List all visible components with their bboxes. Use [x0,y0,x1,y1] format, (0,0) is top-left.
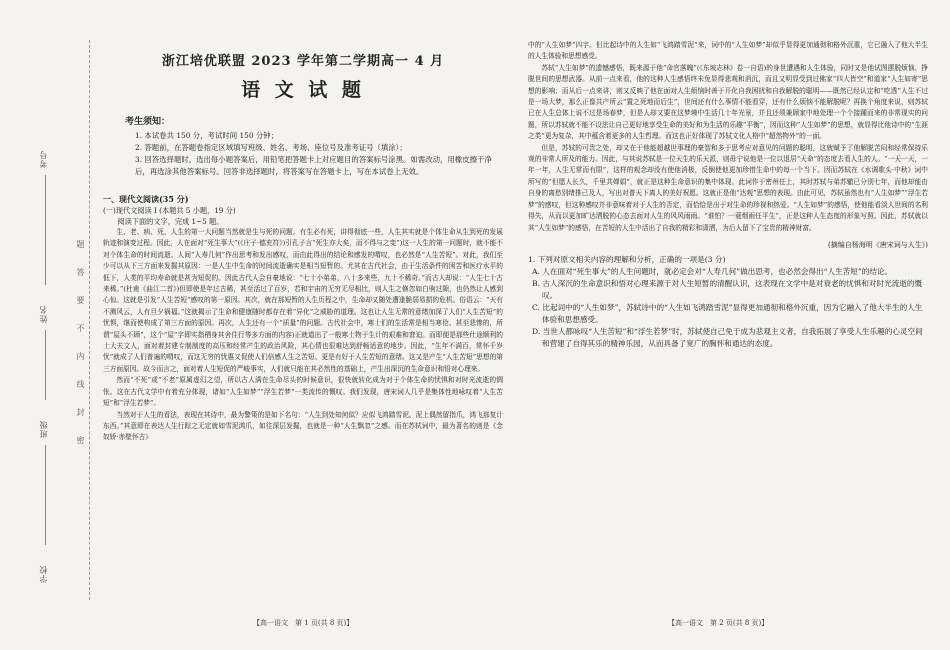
seal-char: 不 [76,324,85,332]
page-footer: 【高一语文 第 1 页(共 8 页)】 [253,619,354,627]
name-line [45,330,46,400]
exam-subtitle: 语 文 试 题 [241,79,365,101]
instruction: 阅读下面的文字，完成 1~5 题。 [117,217,224,226]
question-stem: 1. 下列对原文相关内容的理解和分析，正确的一项是(3 分) [528,254,726,264]
passage-paragraph: 然而“不死”或“不老”原属虚幻之望，所以古人满在生命尽头的时候意识，很快就转化成为对于个体生命的忧惧和对时光流逝的惆怅。这在古代文学中有着充分体现，诸如“人生如梦”“浮生若梦”一类流传的慨叹。我们发现，唐宋词人几乎是集体性地咏叹着“人生苦短”和“浮生若梦”。 [103,376,503,408]
page-footer: 【高一语文 第 2 页(共 8 页)】 [668,619,769,627]
page-2 [528,40,928,640]
seal-char: 封 [76,408,85,416]
answer-option-b: B. 古人深沉的生命意识和悟对心理来源于对人生短暂的清醒认识，这表现在文学中是对衰老的忧惧和对时光流逝的慨叹。 [532,278,923,300]
answer-option-a: A. 人在面对“死生事大”的人生问题时，就必定会对“人寿几何”做出思考，也必然会得出“人生苦短”的结论。 [532,266,893,276]
binding-margin [0,0,100,650]
passage-paragraph: 中的“人生如梦”四字。但比起诗中的人生如“飞鸿踏雪泥”来，词中的“人生如梦”却似乎显得更加通彻和格外沉重，它已融入了他大半生的人生体验和思想感受。 [528,41,928,61]
exam-no-label: 考号 [39,150,48,168]
seal-char: 题 [76,240,85,248]
notice-heading: 考生须知： [125,117,171,127]
notice-item: 1. 本试卷共 150 分，考试时间 150 分钟； [135,131,279,140]
source-citation: (摘编自杨海明《唐宋词与人生》) [828,240,928,249]
exam-title: 浙江培优联盟 2023 学年第二学期高一 4 月 [161,54,445,69]
exam-no-line [45,175,46,285]
passage-paragraph: 生、老、病、死，人生的第一大问题当然就是生与死的问题。有生必有死，讲得彻底一些，人生其实就是个体生命从生到死的发展轨迹和演变过程。因此，人在面对“死生事大”(《庄子·德充符》)引孔子言“死生亦大矣，而不得与之变”)这一人生的第一问题时，就不能不对个体生命的时间流逝、人间“人寿几何”作出思考和发出感叹，而由此得出的结论和感发的喟叹，也必然是“人生苦短”。对此，我们至少可以从下三方面来发掘其原因：一是人生中生命的时间流逝确实是相当短暂的。尤其在古代社会，由于生活条件的困苦和医疗水平的低下，人类的平均寿命就是甚为短促的。因此古代人会自豪地说：“七十小弟弟，八十多来些，九十不稀奇。”而古人却说：“人生七十古来稀。”(杜甫《曲江二首》)但即使是年过古稀，甚至活过了百岁，若和宇宙的无穷无尽相比，则人生之倏忽如白驹过隙，也仍然让人感到心惊。这就是引发“人生苦短”感叹的第一原因。其次，就在那短暂的人生历程之中，生命却又随处遭逢脆弱易损的危机。俗语云：“天有不测风云，人有旦夕祸福。”这就揭示了生命和健康随时都存在着“异化”之威胁的道理。这也让人生无常的意绪加深了人们“人生苦短”的忧惧，继而使构成了第三方面的原因。再次，人生还有一个“质量”的问题。古代社会中，寒士们的生活常是相当寒伧、甚至悲惨的，所谓“屋头不顾”，这个“屋”字即实指栖身其舍住行等多方面的内容)正就道出了一般寒士物于生计的艰难和窘迫。而即便是那些仕途顺利的士大夫文人，面对着封建专制制度的高压和经常产生的政治风险，其心情也很难达到舒畅适意的地步。因此，“生年不满百，常怀千岁忧”就成了人们普遍的喟叹，而这无穷的忧惠又促使人们倍感人生之苦短、更是有好于人生苦短的意绪。这又是产生“人生苦短”思想的第三方面原因。故今而言之，面对着人生短促的严峻事实，人们就只能在其必然性的基础上，产生出深沉的生命意识和悟对心理来。 [103,228,503,373]
section-heading: 一、现代文阅读(35 分) [103,194,189,204]
school-label: 学校 [39,565,48,583]
seal-char: 要 [76,296,85,304]
seal-char: 答 [76,268,85,276]
passage-paragraph: 当然对于人生的看法，表现在其诗中，最为警策的是如下名句：“人生到处知何似？应似飞鸿踏雪泥。泥上偶然留指爪，鸿飞那复计东西。”其意即在表达人生行踪之无定就如雪泥鸿爪，如往深层发掘，也就是一种“人生飘忽”之感。而在苏轼词中，最为著名的则是《念奴娇·赤壁怀古》 [103,410,503,442]
class-label: 班级 [39,420,48,438]
passage-paragraph: 但是，苏轼的可贵之处，却又在于他能超越世事理的豪智和多于思考应对意见的问题的聪明，这就赋予了他解脱苦闷和经常保持乐观的非常人所及的能力。因此，与其说苏轼是一位天生的乐天派，则毋宁说他是一位以退居“天命”的态度去看人生的人。“一天一天，一年一年，人生无常而有限”，这样的观念却没有使他消极，反倒使他更加珍惜生命中的每一个当下。因而苏轼在《水调歌头·中秋》词中所写的“但愿人长久，千里共婵娟”，就正是这种生命意识的集中体现。此词作于密州任上，其时苏轼与弟苏辙已分别七年，而他却能由自身的离愁别绪推己及人，写出对普天下离人的美好祝愿。这就正是他“达观”思想的表现。由此可见，苏轼虽然也有“人生如梦”“浮生若梦”的感叹，但这种感叹并非意味着对于人生的否定，而恰恰是出于对生命的珍视和热爱。“人生如梦”的感悟，使他能看淡人世间的名利得失，从而以更加旷达洒脱的心态去面对人生的风风雨雨。“谁怕？一蓑烟雨任平生”，正是这种人生态度的形象写照。因此，苏轼就以其“人生如梦”的感悟，在苦短的人生中活出了自我的精彩和潇洒，为后人留下了宝贵的精神财富。 [528,143,928,232]
seal-char: 密 [76,436,85,444]
notice-item: 2. 答题前，在答题卷指定区域填写班级、姓名、考场、座位号及准考证号（填涂）； [135,143,407,152]
seal-char: 线 [76,380,85,388]
cut-line [89,40,90,600]
passage-paragraph: 苏轼“人生如梦”的遗憾感悟，既来源于他“命官落魄”(《东坡志林》卷一自语)的身世遭遇和人生体验，同时又是他试图摆脱烦恼、挣脱世间的思想武器。从前一点来看，他的这种人生感悟终未免显得悲观和消沉，而且又明显受到过佛家“四大皆空”和道家“人生如寄”思想的影响；而从后一点来讲，则又反映了他在面对人生烦恼时善于开化自我困扰和自我解脱的聪明——既然已经认定和“吃透”人生不过是一场大梦，那么正像共产所云“置之死地而后生”，世间还有什么事情不能看穿，还有什么烦恼不能解脱呢？再换个角度来说，则苏轼已在人生总体上说不过是场春梦，但是人却又要在这梦境中生活几十年光景，并且还须兼顾家中地处理一个个接踵而来的非常现实的问题，所以苏轼就不能不设法让自己更好地享受生命的美好和为生活的乐趣“平衡”，因而这种“人生如梦”的思想，就显得比他诗中的“生涯之类”更为复杂，其中蕴含着更多的人生哲理。而这也正好体现了苏轼文化人格中“超然物外”的一面。 [528,63,928,141]
sub-heading: (一)现代文阅读 I (本题共 5 小题，19 分) [103,206,236,215]
notice-item: 3. 回答选择题时，选出每小题答案后，用铅笔把答题卡上对应题目的答案标号涂黑。如需改动，用橡皮擦干净后，再选涂其他答案标号。回答非选择题时，将答案写在答题卡上，写在本试卷上无效。 [135,155,492,176]
page-1 [103,40,503,640]
seal-char: 内 [76,352,85,360]
name-label: 姓名 [39,305,48,323]
class-line [45,445,46,545]
answer-option-c: C. 比起词中的“人生如梦”，苏轼诗中的“人生如飞鸿踏雪泥”显得更加通彻和格外沉重，因为它融入了他大半生的人生体验和思想感受。 [532,302,923,324]
answer-option-d: D. 当世人都咏叹“人生苦短”和“浮生若梦”时，苏轼使自己免于成为悲观主义者，自我拓展了享受人生乐趣的心灵空间和营建了自得其乐的精神乐园，从而具备了宽广的胸怀和通达的态度。 [532,326,923,348]
